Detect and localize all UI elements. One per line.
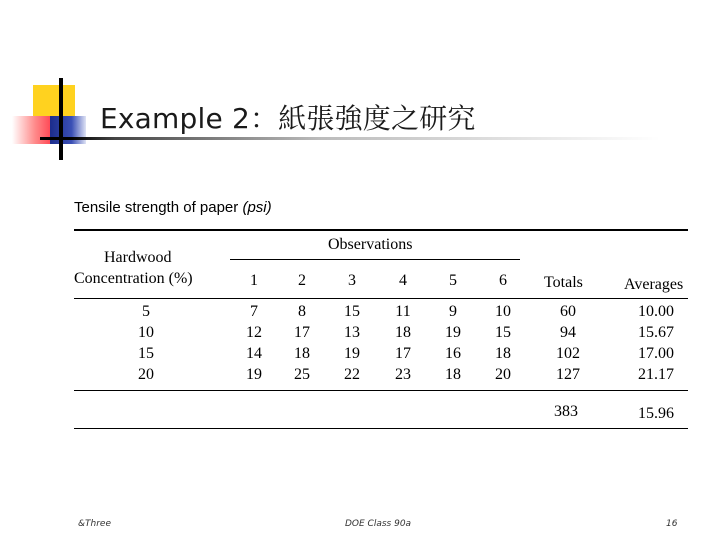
- footer-center: DOE Class 90a: [345, 519, 412, 529]
- averages-header: Averages: [624, 276, 684, 293]
- row-header-line1: Hardwood: [104, 249, 172, 266]
- observation-cell: 10: [495, 303, 511, 320]
- observation-cell: 18: [445, 366, 461, 383]
- observation-cell: 23: [395, 366, 411, 383]
- row-header-line2: Concentration (%): [74, 270, 193, 287]
- observation-cell: 19: [246, 366, 262, 383]
- observation-cell: 14: [246, 345, 262, 362]
- slide-title: Example 2：紙張強度之研究: [100, 102, 476, 135]
- observations-rule: [230, 259, 520, 260]
- observation-cell: 17: [395, 345, 411, 362]
- average-cell: 15.67: [638, 324, 674, 341]
- observation-cell: 17: [294, 324, 310, 341]
- table-top-rule: [74, 229, 688, 231]
- observation-cell: 22: [344, 366, 360, 383]
- observation-cell: 16: [445, 345, 461, 362]
- observation-cell: 19: [344, 345, 360, 362]
- total-cell: 102: [556, 345, 580, 362]
- header-bottom-rule: [74, 298, 688, 299]
- title-underline: [40, 137, 660, 140]
- totals-header: Totals: [544, 274, 583, 291]
- grand-total: 383: [554, 403, 578, 420]
- observation-header: 4: [399, 272, 407, 289]
- logo-vertical-line: [59, 78, 63, 160]
- observation-cell: 19: [445, 324, 461, 341]
- concentration-cell: 10: [138, 324, 154, 341]
- concentration-cell: 20: [138, 366, 154, 383]
- observation-cell: 15: [495, 324, 511, 341]
- observation-cell: 8: [298, 303, 306, 320]
- slide-logo: [0, 0, 110, 170]
- observation-cell: 13: [344, 324, 360, 341]
- observation-header: 3: [348, 272, 356, 289]
- observation-cell: 15: [344, 303, 360, 320]
- observation-header: 5: [449, 272, 457, 289]
- observation-cell: 18: [294, 345, 310, 362]
- observations-header: Observations: [328, 236, 413, 253]
- observation-header: 6: [499, 272, 507, 289]
- total-cell: 94: [560, 324, 576, 341]
- table-caption: [74, 199, 272, 216]
- footer-left: &Three: [78, 519, 111, 529]
- observation-cell: 9: [449, 303, 457, 320]
- observation-header: 2: [298, 272, 306, 289]
- total-cell: 127: [556, 366, 580, 383]
- observation-header: 1: [250, 272, 258, 289]
- table-bottom-rule: [74, 428, 688, 429]
- concentration-cell: 5: [142, 303, 150, 320]
- page-number: 16: [666, 519, 678, 529]
- observation-cell: 7: [250, 303, 258, 320]
- average-cell: 10.00: [638, 303, 674, 320]
- body-bottom-rule: [74, 390, 688, 391]
- observation-cell: 11: [395, 303, 411, 320]
- observation-cell: 18: [395, 324, 411, 341]
- data-table: [70, 195, 690, 435]
- concentration-cell: 15: [138, 345, 154, 362]
- observation-cell: 25: [294, 366, 310, 383]
- grand-average: 15.96: [638, 405, 674, 422]
- average-cell: 17.00: [638, 345, 674, 362]
- total-cell: 60: [560, 303, 576, 320]
- observation-cell: 18: [495, 345, 511, 362]
- average-cell: 21.17: [638, 366, 674, 383]
- observation-cell: 20: [495, 366, 511, 383]
- observation-cell: 12: [246, 324, 262, 341]
- table-caption-unit: (psi): [242, 199, 272, 216]
- table-caption-main: Tensile strength of paper: [74, 199, 239, 216]
